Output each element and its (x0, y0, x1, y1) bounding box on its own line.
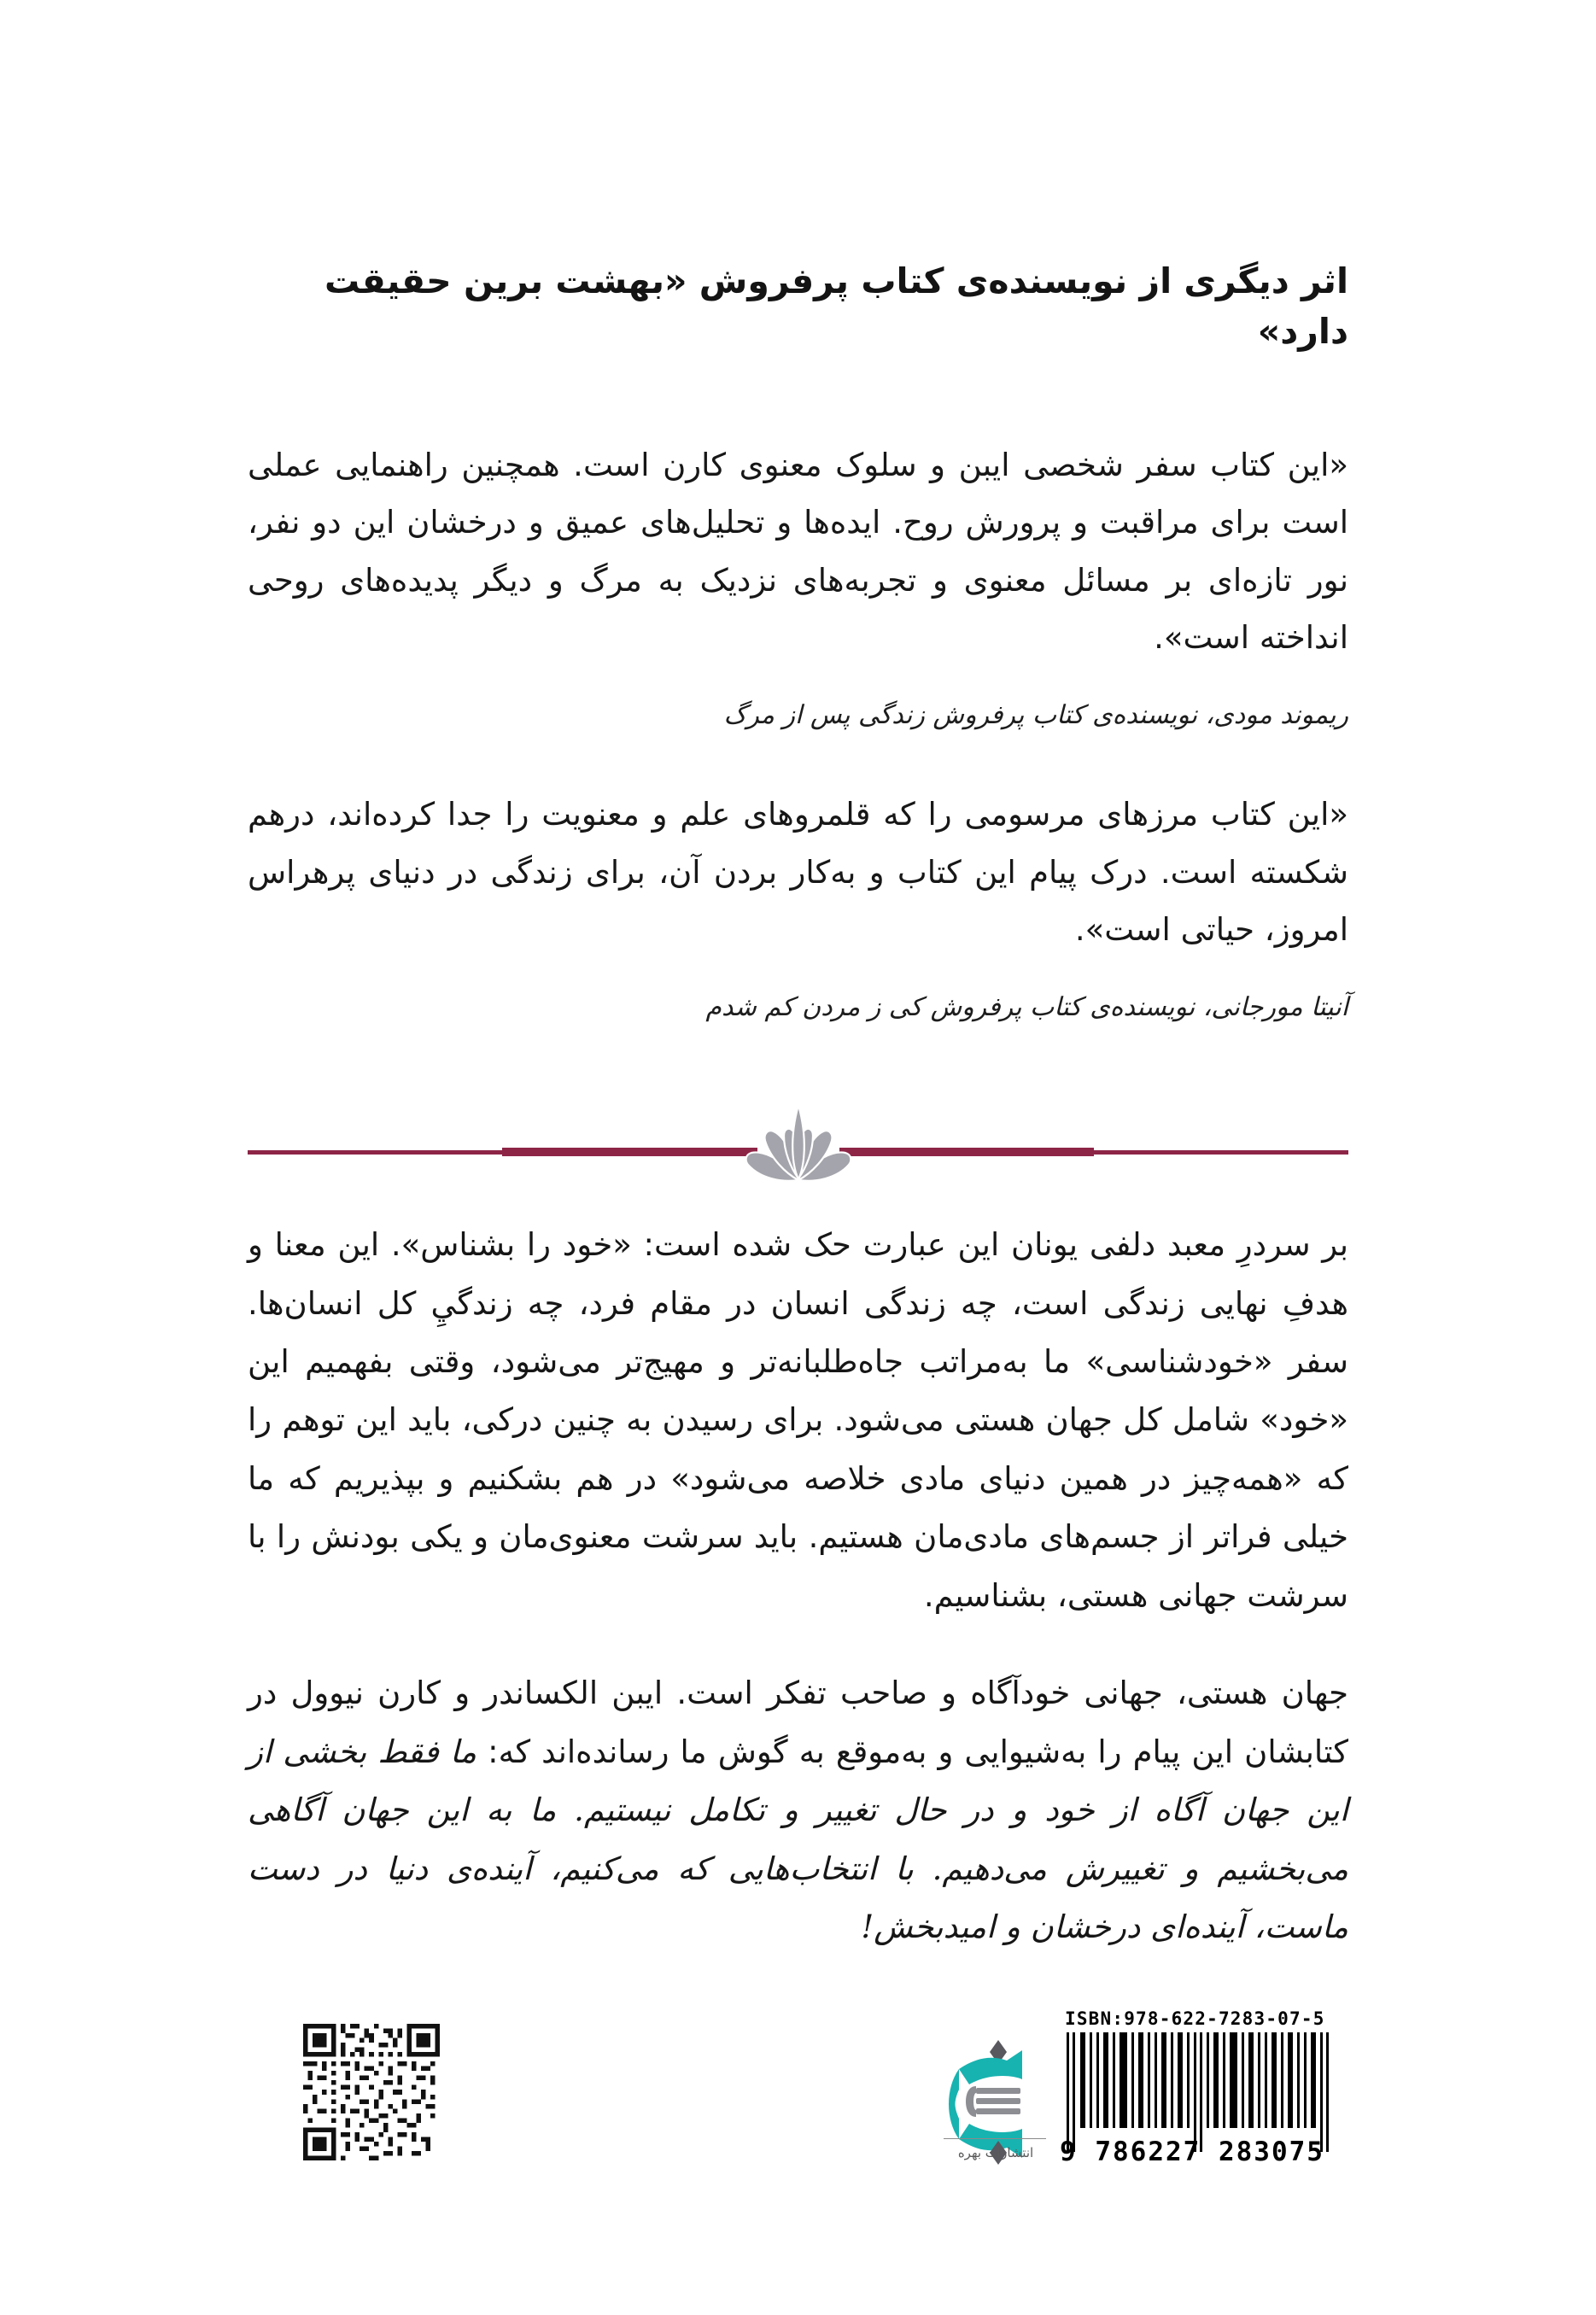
endorsement-attribution-2: آنیتا مورجانی، نویسنده‌ی کتاب پرفروش کی ز مردن کم شدم (705, 992, 1348, 1023)
isbn-barcode-block (938, 2008, 1348, 2188)
page-title: اثر دیگری از نویسنده‌ی کتاب پرفروش «بهشت برین حقیقت دارد» (324, 260, 1348, 353)
body-paragraph-1: بر سردرِ معبد دلفی یونان این عبارت حک شده است: «خود را بشناس». این معنا و هدفِ نهایی زندگی است، چه زندگی انسان در مقام فرد، چه زندگيِ کل انسان‌ها. سفر «خودشناسی» ما به‌مراتب جاه‌طلبانه‌تر و مهیج‌تر می‌شود، وقتی بفهمیم این «خود» شامل کل جهان هستی می‌شود. برای رسیدن به چنین درکی، باید این توهم را که «همه‌چیز در همین دنیای مادی خلاصه می‌شود» در هم بشکنیم و بپذیریم که ما خیلی فراتر از جسم‌های مادی‌مان هستیم. باید سرشت معنوی‌مان و یکی بودنش را با سرشت جهانی هستی، بشناسیم. (248, 1226, 1348, 1614)
cover-footer (0, 1998, 1596, 2220)
endorsement-attribution-1: ریموند مودی، نویسنده‌ی کتاب پرفروش زندگی پس از مرگ (723, 700, 1348, 731)
qr-code-icon[interactable] (303, 2024, 440, 2160)
endorsement-quote-1: «این کتاب سفر شخصی ایبن و سلوک معنوی کارن است. همچنین راهنمایی عملی است برای مراقبت و پرورش روح. ایده‌ها و تحلیل‌های عمیق و درخشان این دو نفر، نور تازه‌ای بر مسائل معنوی و تجربه‌های نزدیک به مرگ و دیگر پدیده‌های روحی انداخته است». (248, 446, 1348, 656)
cover-content (248, 256, 1348, 1996)
divider-rule-thick-right (839, 1148, 1094, 1156)
isbn-text: ISBN:978-622-7283-07-5 (1065, 2008, 1325, 2029)
publisher-name: انتشارات بهره (957, 2145, 1034, 2160)
barcode-digits: 9 786227 283075 (1060, 2137, 1324, 2167)
divider-rule-thick-left (502, 1148, 757, 1156)
isbn-barcode-icon (1063, 2032, 1336, 2152)
divider-rule-thin-left (248, 1150, 502, 1155)
lotus-divider (248, 1083, 1348, 1187)
endorsement-quote-2: «این کتاب مرزهای مرسومی را که قلمروهای علم و معنویت را جدا کرده‌اند، درهم شکسته است. درک پیام این کتاب و به‌کار بردن آن، برای زندگی در دنیای پرهراس امروز، حیاتی است». (248, 796, 1348, 948)
publisher-rule (944, 2138, 1046, 2139)
body-paragraph-2-emphasis: ما فقط بخشی از این جهان آگاه از خود و در حال تغییر و تکامل نیستیم. ما به این جهان آگاهی می‌بخشیم و تغییرش می‌دهیم. با انتخاب‌هایی که می‌کنیم، آینده‌ی دنیا در دست ماست، آینده‌ای درخشان و امیدبخش! (248, 1733, 1348, 1945)
body-paragraph-2-lead: جهان هستی، جهانی خودآگاه و صاحب تفکر است. ایبن الکساندر و کارن نیوول در کتابشان این پیام را به‌شیوایی و به‌موقع به گوش ما رسانده‌اند که: (248, 1675, 1348, 1770)
body-paragraph-2 (248, 1664, 1348, 1956)
lotus-flower-icon (734, 1098, 862, 1187)
divider-rule-thin-right (1094, 1150, 1348, 1155)
spacer (248, 736, 1348, 786)
